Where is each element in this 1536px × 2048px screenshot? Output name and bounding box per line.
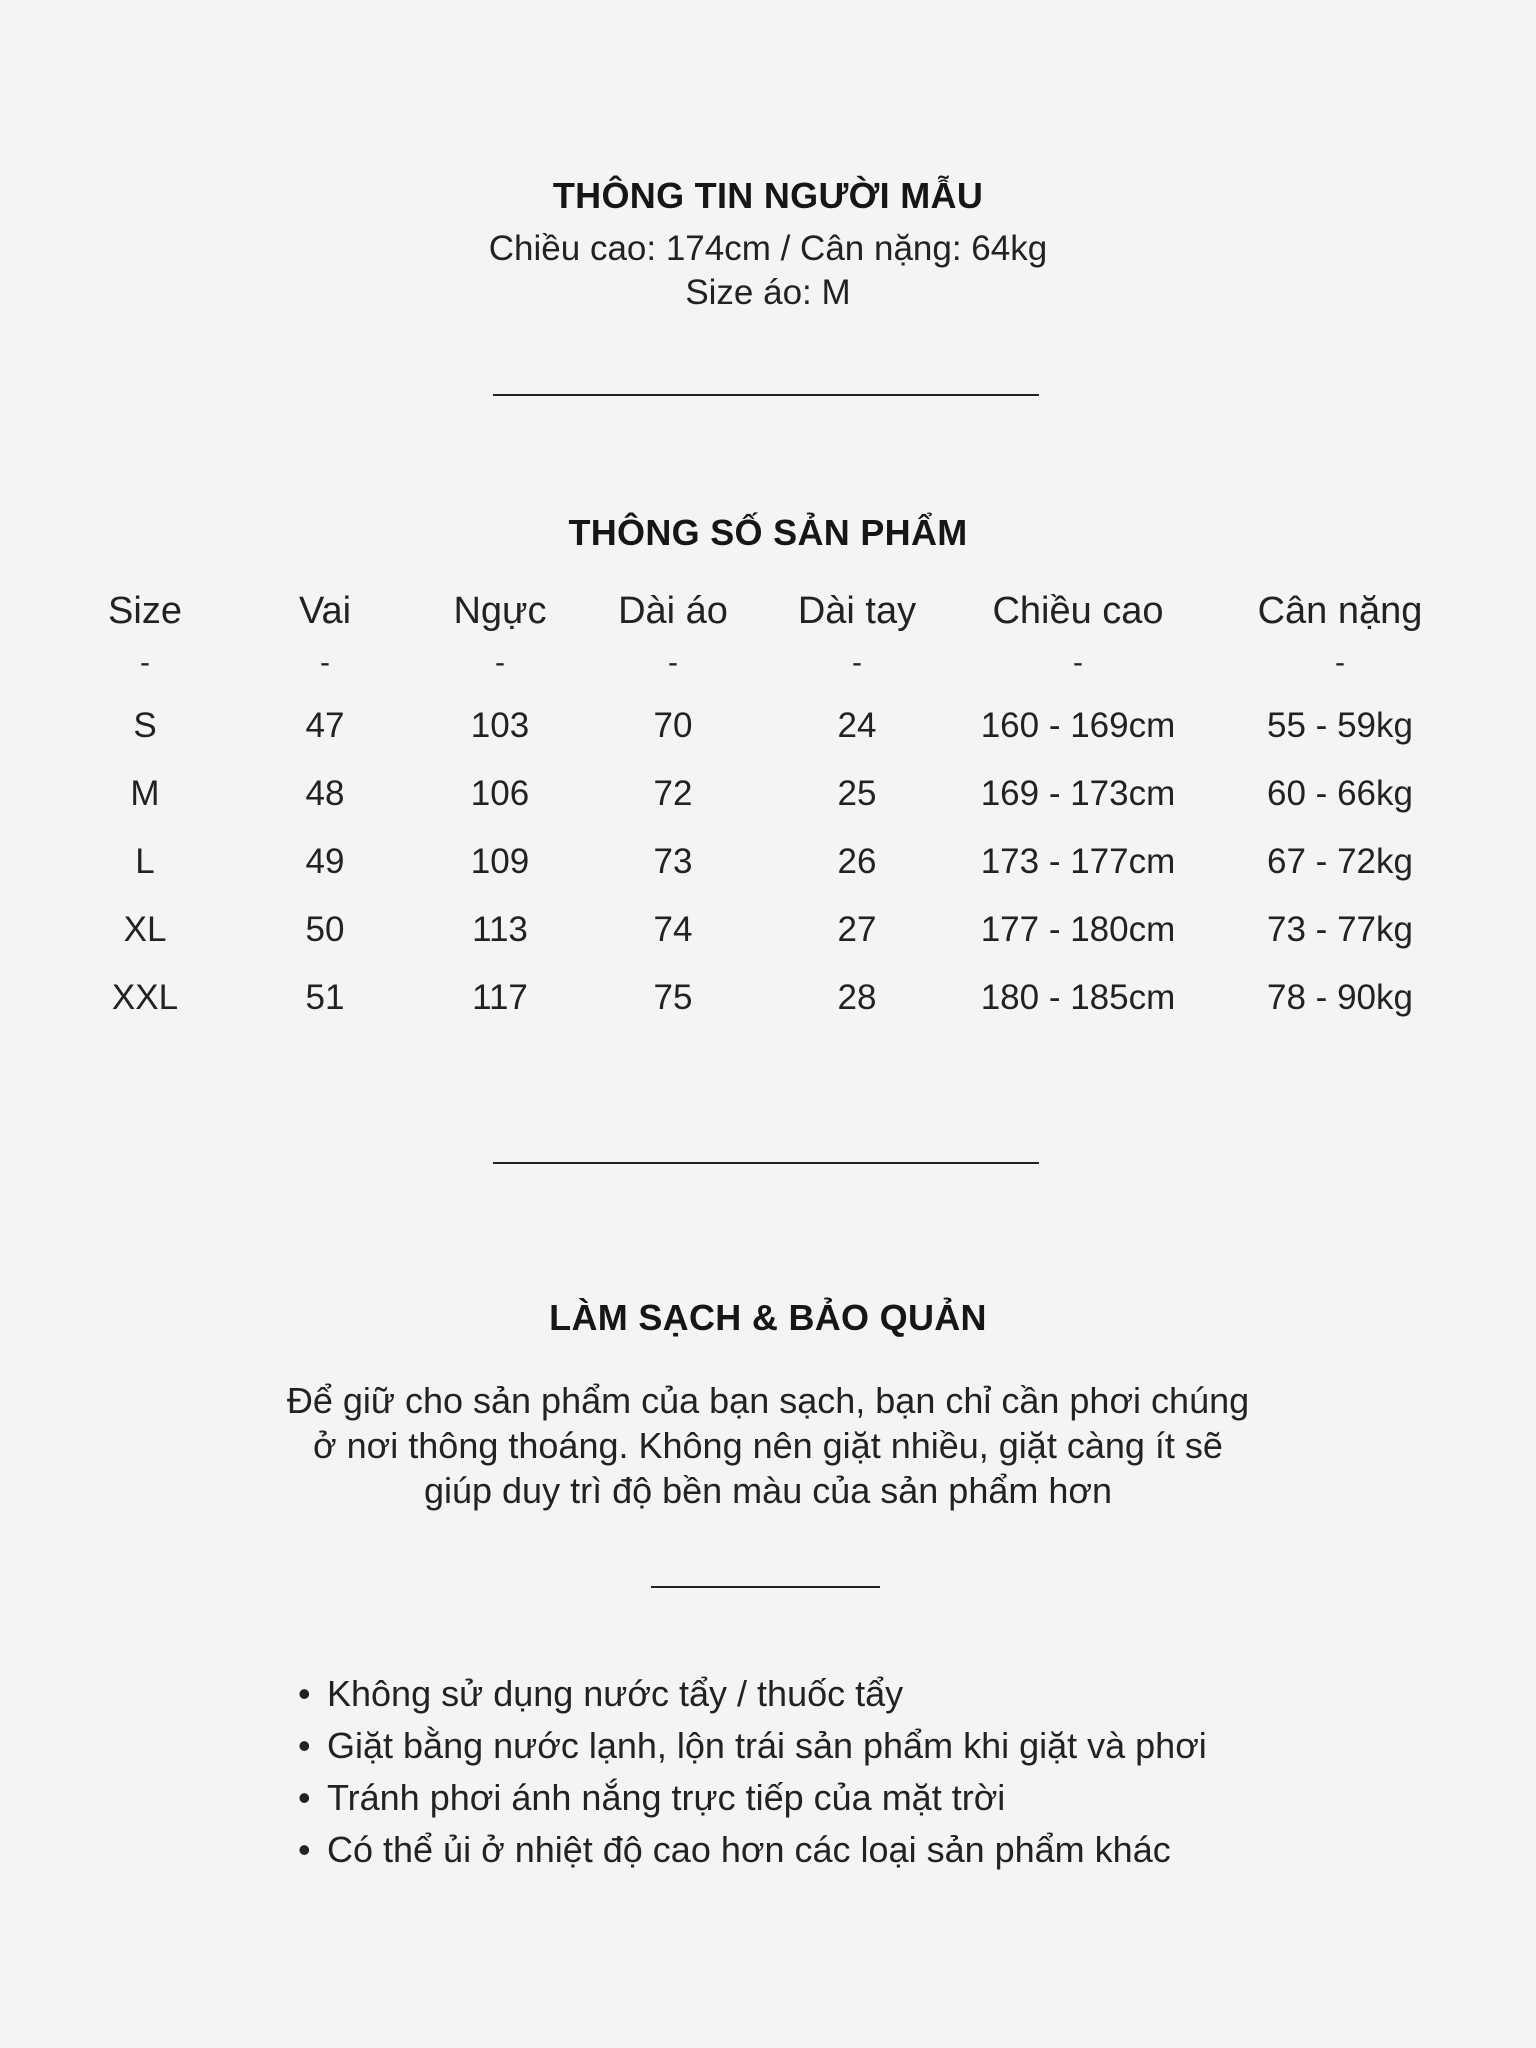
care-instruction-text: Tránh phơi ánh nắng trực tiếp của mặt trời xyxy=(327,1777,1006,1818)
table-cell: 109 xyxy=(470,842,530,881)
table-cell: S xyxy=(133,706,157,745)
table-row xyxy=(0,706,1536,756)
table-cell: 78 - 90kg xyxy=(1267,978,1413,1017)
table-cell: 173 - 177cm xyxy=(980,842,1176,881)
care-instruction-text: Có thể ủi ở nhiệt độ cao hơn các loại sản phẩm khác xyxy=(327,1829,1171,1870)
table-cell: 169 - 173cm xyxy=(980,774,1176,813)
table-cell: 67 - 72kg xyxy=(1267,842,1413,881)
table-cell: 55 - 59kg xyxy=(1267,706,1413,745)
table-cell: L xyxy=(135,842,155,881)
table-cell: 28 xyxy=(837,978,877,1017)
dash-separator: - xyxy=(1335,646,1345,679)
table-cell: 27 xyxy=(837,910,877,949)
spec-heading: THÔNG SỐ SẢN PHẨM xyxy=(568,512,968,553)
care-short-divider xyxy=(651,1586,880,1588)
column-header-sleeve: Dài tay xyxy=(797,590,917,632)
table-cell: XL xyxy=(123,910,167,949)
bullet-icon: • xyxy=(298,1725,311,1766)
table-cell: 24 xyxy=(837,706,877,745)
table-cell: 180 - 185cm xyxy=(980,978,1176,1017)
model-info-heading: THÔNG TIN NGƯỜI MẪU xyxy=(552,175,984,216)
table-cell: 75 xyxy=(653,978,693,1017)
care-instructions-list xyxy=(298,1668,1207,1876)
table-cell: 117 xyxy=(472,978,528,1017)
table-cell: 51 xyxy=(305,978,345,1017)
list-item xyxy=(298,1772,1207,1824)
column-header-shoulder: Vai xyxy=(298,590,352,632)
section-divider-1 xyxy=(493,394,1039,396)
model-height-weight: Chiều cao: 174cm / Cân nặng: 64kg xyxy=(488,229,1048,268)
table-cell: XXL xyxy=(111,978,179,1017)
table-cell: 50 xyxy=(305,910,345,949)
care-instruction-text: Giặt bằng nước lạnh, lộn trái sản phẩm khi giặt và phơi xyxy=(327,1725,1207,1766)
dash-separator: - xyxy=(852,646,862,679)
table-cell: 47 xyxy=(305,706,345,745)
table-cell: 48 xyxy=(305,774,345,813)
bullet-icon: • xyxy=(298,1673,311,1714)
column-header-height: Chiều cao xyxy=(992,590,1164,632)
table-cell: 177 - 180cm xyxy=(980,910,1176,949)
table-cell: 60 - 66kg xyxy=(1267,774,1413,813)
care-paragraph-line: giúp duy trì độ bền màu của sản phẩm hơn xyxy=(423,1470,1113,1511)
table-cell: 73 xyxy=(653,842,693,881)
dash-separator: - xyxy=(1073,646,1083,679)
care-paragraph-line: ở nơi thông thoáng. Không nên giặt nhiều, giặt càng ít sẽ xyxy=(313,1425,1223,1466)
table-row xyxy=(0,910,1536,960)
table-cell: 72 xyxy=(653,774,693,813)
table-row xyxy=(0,774,1536,824)
table-header-row xyxy=(0,590,1536,640)
dash-separator: - xyxy=(140,646,150,679)
care-instruction-text: Không sử dụng nước tẩy / thuốc tẩy xyxy=(327,1673,904,1714)
table-cell: 26 xyxy=(837,842,877,881)
table-cell: 160 - 169cm xyxy=(980,706,1176,745)
list-item xyxy=(298,1668,1207,1720)
care-paragraph xyxy=(0,1378,1536,1513)
table-cell: 49 xyxy=(305,842,345,881)
table-row xyxy=(0,842,1536,892)
table-cell: M xyxy=(130,774,160,813)
bullet-icon: • xyxy=(298,1829,311,1870)
column-header-length: Dài áo xyxy=(618,590,728,632)
table-cell: 113 xyxy=(472,910,528,949)
table-row xyxy=(0,978,1536,1028)
column-header-size: Size xyxy=(108,590,182,632)
bullet-icon: • xyxy=(298,1777,311,1818)
section-divider-2 xyxy=(493,1162,1039,1164)
table-cell: 73 - 77kg xyxy=(1267,910,1413,949)
table-cell: 106 xyxy=(470,774,530,813)
table-dash-row xyxy=(0,646,1536,696)
list-item xyxy=(298,1824,1207,1876)
dash-separator: - xyxy=(495,646,505,679)
column-header-weight: Cân nặng xyxy=(1257,590,1423,632)
model-shirt-size: Size áo: M xyxy=(685,273,851,312)
dash-separator: - xyxy=(668,646,678,679)
table-cell: 74 xyxy=(653,910,693,949)
dash-separator: - xyxy=(320,646,330,679)
care-heading: LÀM SẠCH & BẢO QUẢN xyxy=(549,1297,987,1338)
table-cell: 25 xyxy=(837,774,877,813)
table-cell: 70 xyxy=(653,706,693,745)
care-paragraph-line: Để giữ cho sản phẩm của bạn sạch, bạn chỉ cần phơi chúng xyxy=(286,1380,1250,1421)
table-cell: 103 xyxy=(470,706,530,745)
column-header-chest: Ngực xyxy=(453,590,547,632)
list-item xyxy=(298,1720,1207,1772)
